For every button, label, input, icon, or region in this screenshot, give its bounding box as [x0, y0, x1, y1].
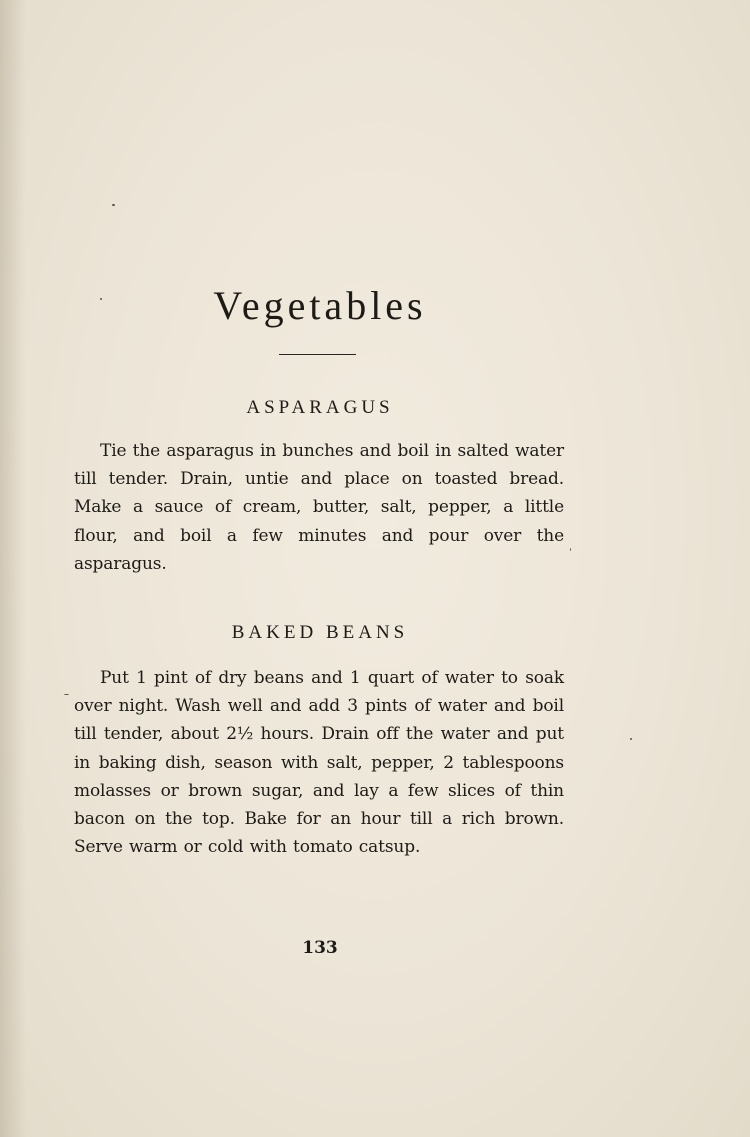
paper-speck [630, 738, 632, 740]
section-heading-baked-beans: BAKED BEANS [231, 622, 409, 643]
section-heading-asparagus: ASPARAGUS [246, 397, 394, 418]
paper-speck [64, 694, 69, 695]
page-number: 133 [302, 938, 338, 958]
recipe-text-asparagus: Tie the asparagus in bunches and boil in salted water till tender. Drain, untie and place on toasted bread. Make a sauce of cream, butter, salt, pepper, a little flour, and boil a few minutes and pour over the asparagus. [74, 441, 564, 574]
title-divider [279, 354, 356, 355]
paper-speck [112, 204, 115, 206]
paper-speck [100, 298, 102, 300]
paper-speck [570, 548, 571, 551]
recipe-text-baked-beans: Put 1 pint of dry beans and 1 quart of water to soak over night. Wash well and add 3 pints of water and boil till tender, about 2½ hours. Drain off the water and put in baking dish, season with salt, pepper, 2 tablespoons molasses or brown sugar, and lay a few slices of thin bacon on the top. Bake for an hour till a rich brown. Serve warm or cold with tomato catsup. [74, 668, 564, 858]
chapter-title: Vegetables [213, 283, 427, 328]
